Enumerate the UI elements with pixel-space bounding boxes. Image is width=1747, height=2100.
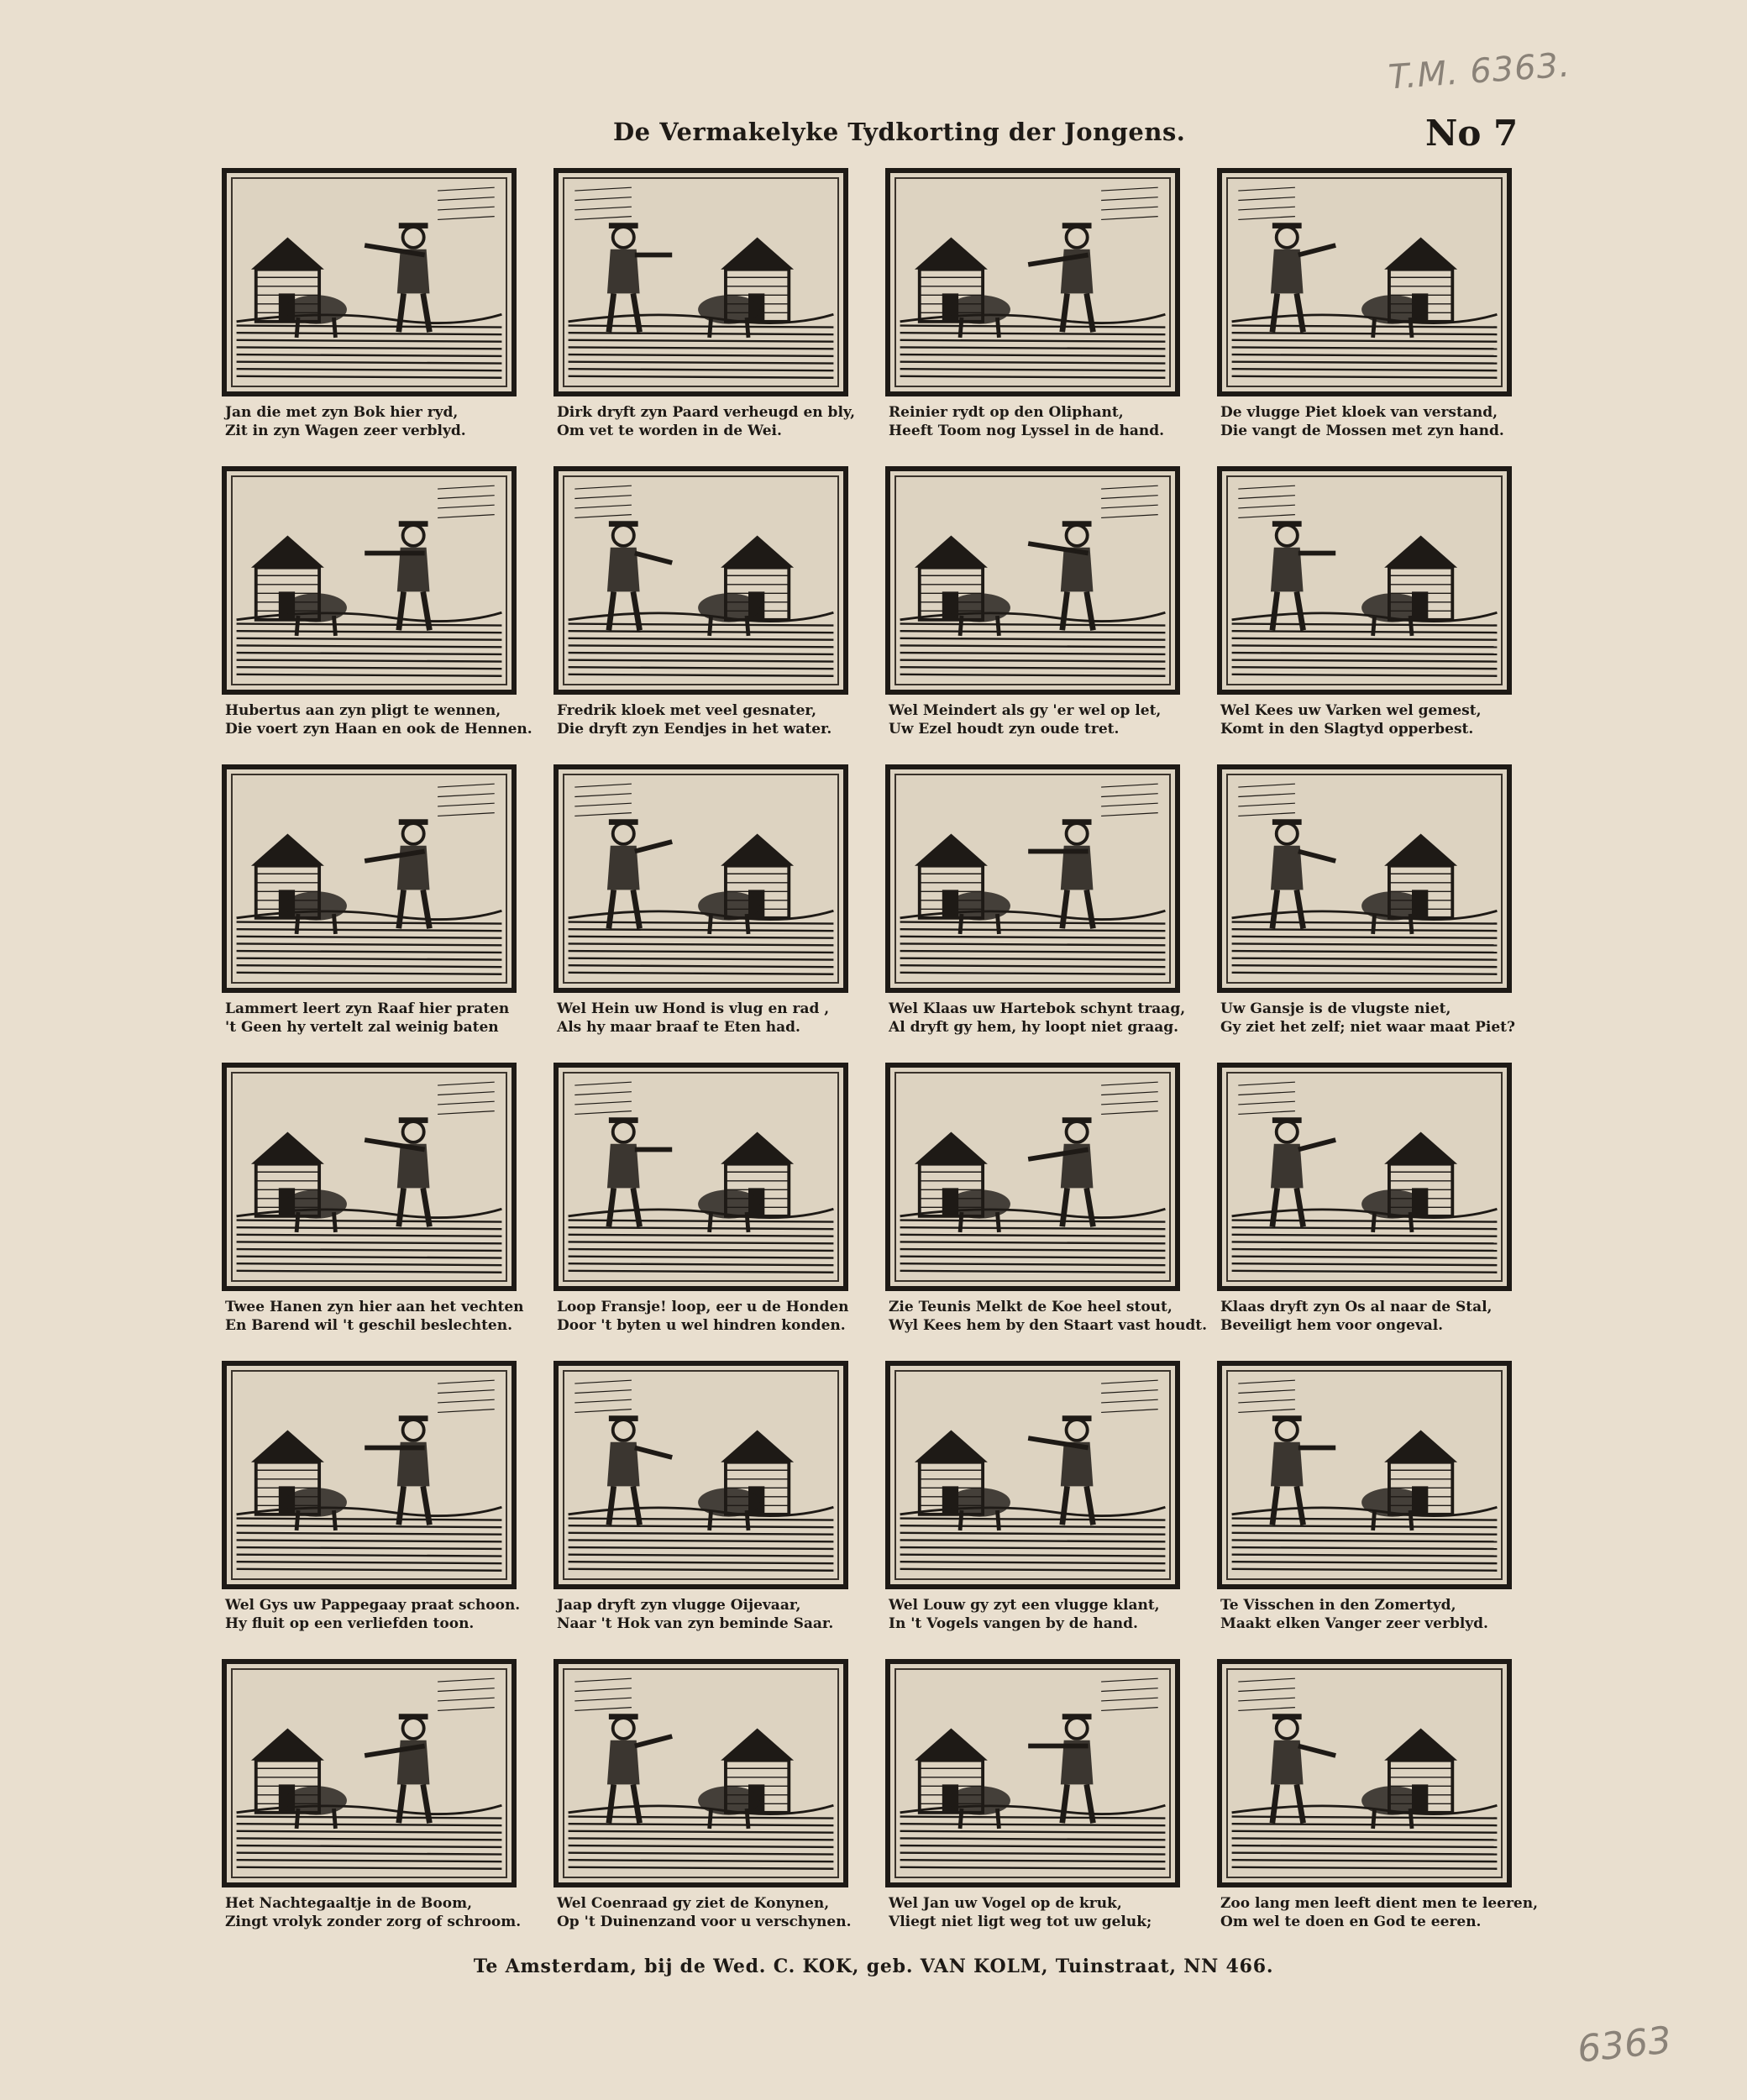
print-panel: [548, 466, 863, 761]
woodcut-frame: [222, 1659, 517, 1887]
print-panel: [548, 168, 863, 463]
woodcut-frame: [885, 764, 1180, 993]
print-panel: [548, 764, 863, 1059]
print-panel: [217, 764, 532, 1059]
woodcut-frame: [553, 1361, 848, 1589]
print-panel: [548, 1361, 863, 1656]
caption-line: Zingt vrolyk zonder zorg of schroom.: [225, 1914, 522, 1930]
woodcut-frame: [885, 1063, 1180, 1291]
caption-line: Zoo lang men leeft dient men te leeren,: [1220, 1895, 1539, 1912]
caption-line: Beveiligt hem voor ongeval.: [1220, 1317, 1444, 1334]
panel-caption: [889, 403, 1195, 440]
woodcut-frame: [885, 1659, 1180, 1887]
caption-line: Gy ziet het zelf; niet waar maat Piet?: [1220, 1019, 1515, 1036]
manuscript-number: 6363: [1575, 2019, 1674, 2071]
caption-line: Op 't Duinenzand voor u verschynen.: [557, 1914, 852, 1930]
woodcut-frame: [1217, 764, 1512, 993]
caption-line: Die vangt de Mossen met zyn hand.: [1220, 423, 1504, 439]
caption-line: Wel Meindert als gy 'er wel op let,: [889, 702, 1162, 719]
woodcut-scene: [227, 1068, 512, 1286]
caption-line: Naar 't Hok van zyn beminde Saar.: [557, 1615, 834, 1632]
woodcut-frame: [222, 466, 517, 695]
woodcut-scene: [227, 471, 512, 690]
print-panel: [880, 1063, 1208, 1357]
caption-line: De vlugge Piet kloek van verstand,: [1220, 404, 1498, 421]
print-panel: [880, 1659, 1195, 1954]
panel-caption: [1220, 1894, 1539, 1931]
caption-line: Jan die met zyn Bok hier ryd,: [225, 404, 459, 421]
woodcut-frame: [885, 168, 1180, 396]
print-panel: [217, 1361, 532, 1656]
print-panel: [217, 1063, 532, 1357]
publisher-imprint: Te Amsterdam, bij de Wed. C. KOK, geb. VAN KOLM, Tuinstraat, NN 466.: [473, 1956, 1274, 1977]
woodcut-frame: [222, 1361, 517, 1589]
caption-line: Die voert zyn Haan en ook de Hennen.: [225, 721, 532, 738]
caption-line: Loop Fransje! loop, eer u de Honden: [557, 1299, 849, 1315]
woodcut-scene: [890, 1664, 1175, 1882]
woodcut-frame: [553, 1063, 848, 1291]
caption-line: Lammert leert zyn Raaf hier praten: [225, 1000, 510, 1017]
caption-line: Jaap dryft zyn vlugge Oijevaar,: [557, 1597, 801, 1614]
print-panel: [1212, 466, 1527, 761]
panel-caption: [889, 701, 1195, 738]
page-title: De Vermakelyke Tydkorting der Jongens.: [613, 118, 1186, 146]
caption-line: Heeft Toom nog Lyssel in de hand.: [889, 423, 1165, 439]
woodcut-frame: [553, 764, 848, 993]
caption-line: Die dryft zyn Eendjes in het water.: [557, 721, 832, 738]
caption-line: Hubertus aan zyn pligt te wennen,: [225, 702, 501, 719]
panel-caption: [1220, 1000, 1527, 1037]
woodcut-scene: [890, 769, 1175, 988]
print-panel: [1212, 168, 1527, 463]
print-panel: [1212, 1659, 1539, 1954]
caption-line: Wyl Kees hem by den Staart vast houdt.: [889, 1317, 1208, 1334]
caption-line: Uw Gansje is de vlugste niet,: [1220, 1000, 1451, 1017]
caption-line: Het Nachtegaaltje in de Boom,: [225, 1895, 473, 1912]
panel-caption: [557, 403, 863, 440]
woodcut-scene: [1222, 1068, 1507, 1286]
caption-line: Zie Teunis Melkt de Koe heel stout,: [889, 1299, 1173, 1315]
print-panel: [1212, 1361, 1527, 1656]
sheet-number: No 7: [1425, 113, 1519, 154]
woodcut-frame: [1217, 1659, 1512, 1887]
woodcut-scene: [1222, 769, 1507, 988]
caption-line: Komt in den Slagtyd opperbest.: [1220, 721, 1474, 738]
panel-caption: [225, 701, 532, 738]
caption-line: Maakt elken Vanger zeer verblyd.: [1220, 1615, 1488, 1632]
woodcut-frame: [1217, 1361, 1512, 1589]
woodcut-frame: [222, 1063, 517, 1291]
panel-caption: [1220, 1596, 1527, 1633]
panel-caption: [557, 1298, 863, 1335]
caption-line: Wel Coenraad gy ziet de Konynen,: [557, 1895, 830, 1912]
caption-line: Al dryft gy hem, hy loopt niet graag.: [889, 1019, 1179, 1036]
print-panel: [880, 168, 1195, 463]
caption-line: Twee Hanen zyn hier aan het vechten: [225, 1299, 524, 1315]
woodcut-scene: [559, 1664, 843, 1882]
panel-caption: [557, 1894, 863, 1931]
print-grid: [217, 168, 1539, 1954]
caption-line: Hy fluit op een verliefden toon.: [225, 1615, 475, 1632]
woodcut-scene: [559, 471, 843, 690]
woodcut-scene: [559, 173, 843, 391]
woodcut-frame: [222, 764, 517, 993]
woodcut-frame: [553, 168, 848, 396]
caption-line: 't Geen hy vertelt zal weinig baten: [225, 1019, 499, 1036]
panel-caption: [557, 1596, 863, 1633]
panel-caption: [557, 701, 863, 738]
caption-line: Om vet te worden in de Wei.: [557, 423, 782, 439]
woodcut-scene: [227, 173, 512, 391]
woodcut-frame: [885, 466, 1180, 695]
woodcut-scene: [1222, 1664, 1507, 1882]
print-panel: [880, 764, 1195, 1059]
woodcut-frame: [553, 1659, 848, 1887]
woodcut-frame: [222, 168, 517, 396]
print-panel: [217, 168, 532, 463]
panel-caption: [225, 1596, 532, 1633]
caption-line: Zit in zyn Wagen zeer verblyd.: [225, 423, 466, 439]
woodcut-frame: [885, 1361, 1180, 1589]
caption-line: Wel Gys uw Pappegaay praat schoon.: [225, 1597, 521, 1614]
print-panel: [880, 1361, 1195, 1656]
caption-line: Wel Louw gy zyt een vlugge klant,: [889, 1597, 1160, 1614]
caption-line: In 't Vogels vangen by de hand.: [889, 1615, 1138, 1632]
panel-caption: [225, 1894, 532, 1931]
panel-caption: [889, 1000, 1195, 1037]
woodcut-scene: [227, 769, 512, 988]
woodcut-scene: [559, 1068, 843, 1286]
caption-line: Reinier rydt op den Oliphant,: [889, 404, 1124, 421]
woodcut-frame: [553, 466, 848, 695]
print-panel: [1212, 1063, 1527, 1357]
panel-caption: [225, 1000, 532, 1037]
caption-line: Wel Klaas uw Hartebok schynt traag,: [889, 1000, 1186, 1017]
woodcut-scene: [1222, 173, 1507, 391]
print-panel: [1212, 764, 1527, 1059]
print-panel: [548, 1659, 863, 1954]
caption-line: Wel Jan uw Vogel op de kruk,: [889, 1895, 1122, 1912]
woodcut-scene: [890, 1366, 1175, 1584]
caption-line: Wel Kees uw Varken wel gemest,: [1220, 702, 1482, 719]
print-panel: [548, 1063, 863, 1357]
woodcut-frame: [1217, 168, 1512, 396]
woodcut-scene: [890, 173, 1175, 391]
caption-line: Fredrik kloek met veel gesnater,: [557, 702, 817, 719]
panel-caption: [1220, 403, 1527, 440]
panel-caption: [889, 1596, 1195, 1633]
print-panel: [217, 1659, 532, 1954]
panel-caption: [889, 1298, 1208, 1335]
print-panel: [880, 466, 1195, 761]
panel-caption: [1220, 701, 1527, 738]
caption-line: Wel Hein uw Hond is vlug en rad ,: [557, 1000, 830, 1017]
woodcut-scene: [1222, 471, 1507, 690]
caption-line: Klaas dryft zyn Os al naar de Stal,: [1220, 1299, 1493, 1315]
woodcut-scene: [890, 471, 1175, 690]
panel-caption: [1220, 1298, 1527, 1335]
caption-line: Als hy maar braaf te Eten had.: [557, 1019, 800, 1036]
caption-line: En Barend wil 't geschil beslechten.: [225, 1317, 513, 1334]
manuscript-inventory-number: T.M. 6363.: [1387, 45, 1572, 97]
woodcut-scene: [890, 1068, 1175, 1286]
woodcut-scene: [1222, 1366, 1507, 1584]
woodcut-scene: [227, 1664, 512, 1882]
caption-line: Vliegt niet ligt weg tot uw geluk;: [889, 1914, 1152, 1930]
woodcut-scene: [559, 769, 843, 988]
woodcut-frame: [1217, 466, 1512, 695]
caption-line: Om wel te doen en God te eeren.: [1220, 1914, 1482, 1930]
woodcut-frame: [1217, 1063, 1512, 1291]
caption-line: Door 't byten u wel hindren konden.: [557, 1317, 846, 1334]
panel-caption: [225, 403, 532, 440]
panel-caption: [889, 1894, 1195, 1931]
panel-caption: [557, 1000, 863, 1037]
woodcut-scene: [227, 1366, 512, 1584]
caption-line: Te Visschen in den Zomertyd,: [1220, 1597, 1456, 1614]
caption-line: Uw Ezel houdt zyn oude tret.: [889, 721, 1120, 738]
panel-caption: [225, 1298, 532, 1335]
print-panel: [217, 466, 532, 761]
caption-line: Dirk dryft zyn Paard verheugd en bly,: [557, 404, 856, 421]
woodcut-scene: [559, 1366, 843, 1584]
